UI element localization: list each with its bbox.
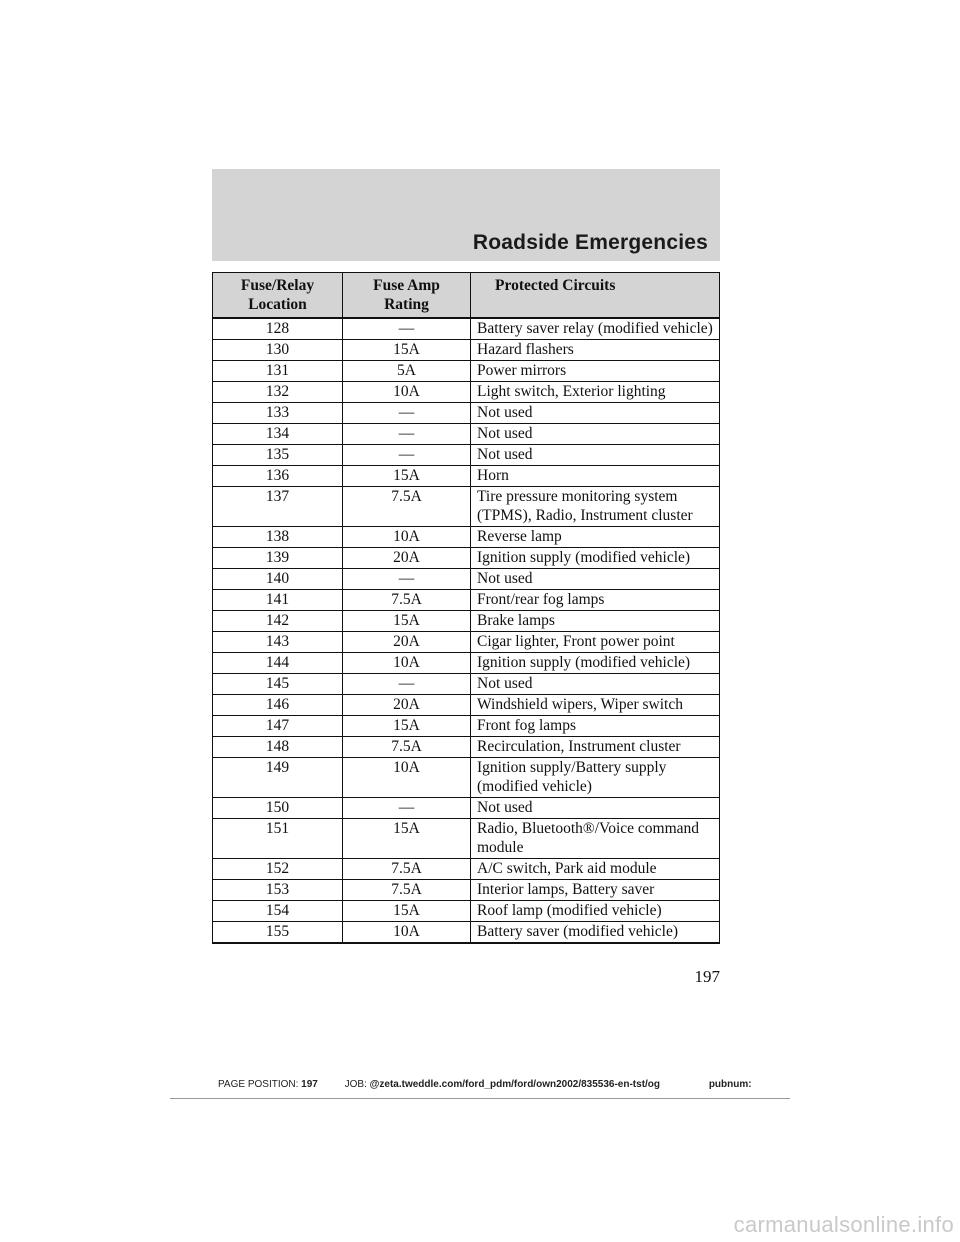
fuse-amp-cell: 10A (343, 653, 471, 674)
fuse-location-cell: 135 (213, 445, 343, 466)
protected-circuits-cell: A/C switch, Park aid module (471, 859, 720, 880)
fuse-amp-cell: — (343, 403, 471, 424)
fuse-location-cell: 144 (213, 653, 343, 674)
fuse-location-cell: 142 (213, 611, 343, 632)
footer-pubnum-label: pubnum: (708, 1079, 752, 1090)
fuse-location-cell: 131 (213, 361, 343, 382)
section-header-band (212, 169, 720, 261)
fuse-location-cell: 150 (213, 798, 343, 819)
fuse-location-cell: 134 (213, 424, 343, 445)
fuse-amp-cell: — (343, 569, 471, 590)
fuse-location-cell: 141 (213, 590, 343, 611)
fuse-amp-cell: 20A (343, 548, 471, 569)
table-row (213, 548, 720, 569)
fuse-location-cell: 148 (213, 737, 343, 758)
watermark: carmanualsonline.info (733, 1212, 954, 1237)
protected-circuits-cell: Not used (471, 569, 720, 590)
footer-page-position-value: 197 (301, 1079, 318, 1090)
fuse-amp-cell: 20A (343, 695, 471, 716)
protected-circuits-cell: Ignition supply/Battery supply (modified vehicle) (471, 758, 720, 798)
table-row (213, 798, 720, 819)
table-row (213, 487, 720, 527)
protected-circuits-cell: Radio, Bluetooth®/Voice command module (471, 819, 720, 859)
table-row (213, 901, 720, 922)
footer-job-label: JOB: (344, 1079, 367, 1090)
fuse-location-cell: 145 (213, 674, 343, 695)
fuse-amp-cell: — (343, 445, 471, 466)
protected-circuits-cell: Front fog lamps (471, 716, 720, 737)
fuse-table (212, 272, 720, 944)
footer-divider (170, 1098, 790, 1099)
fuse-location-cell: 153 (213, 880, 343, 901)
fuse-location-cell: 136 (213, 466, 343, 487)
fuse-location-cell: 149 (213, 758, 343, 798)
fuse-location-cell: 143 (213, 632, 343, 653)
protected-circuits-cell: Not used (471, 445, 720, 466)
fuse-location-cell: 154 (213, 901, 343, 922)
fuse-amp-cell: 10A (343, 382, 471, 403)
fuse-amp-cell: 15A (343, 716, 471, 737)
fuse-location-cell: 155 (213, 922, 343, 944)
protected-circuits-cell: Tire pressure monitoring system (TPMS), Radio, Instrument cluster (471, 487, 720, 527)
table-row (213, 880, 720, 901)
fuse-location-cell: 147 (213, 716, 343, 737)
page-number: 197 (694, 967, 720, 986)
table-row (213, 632, 720, 653)
table-row (213, 611, 720, 632)
fuse-location-cell: 140 (213, 569, 343, 590)
protected-circuits-cell: Roof lamp (modified vehicle) (471, 901, 720, 922)
table-row (213, 569, 720, 590)
table-row (213, 819, 720, 859)
table-row (213, 716, 720, 737)
table-row (213, 737, 720, 758)
table-row (213, 424, 720, 445)
fuse-amp-cell: 5A (343, 361, 471, 382)
protected-circuits-cell: Front/rear fog lamps (471, 590, 720, 611)
section-title: Roadside Emergencies (472, 231, 708, 254)
fuse-amp-cell: 7.5A (343, 590, 471, 611)
fuse-amp-cell: 15A (343, 611, 471, 632)
fuse-location-cell: 152 (213, 859, 343, 880)
table-row (213, 382, 720, 403)
header-protected-circuits: Protected Circuits (471, 273, 720, 319)
fuse-amp-cell: 7.5A (343, 737, 471, 758)
table-row (213, 653, 720, 674)
fuse-location-cell: 133 (213, 403, 343, 424)
table-row (213, 340, 720, 361)
table-row (213, 361, 720, 382)
protected-circuits-cell: Interior lamps, Battery saver (471, 880, 720, 901)
fuse-amp-cell: — (343, 318, 471, 340)
protected-circuits-cell: Reverse lamp (471, 527, 720, 548)
fuse-location-cell: 146 (213, 695, 343, 716)
table-row (213, 318, 720, 340)
fuse-amp-cell: 10A (343, 758, 471, 798)
protected-circuits-cell: Cigar lighter, Front power point (471, 632, 720, 653)
fuse-location-cell: 137 (213, 487, 343, 527)
footer-job-value: @zeta.tweddle.com/ford_pdm/ford/own2002/835536-en-tst/og (369, 1079, 661, 1090)
protected-circuits-cell: Ignition supply (modified vehicle) (471, 548, 720, 569)
fuse-table-body (213, 318, 720, 943)
fuse-amp-cell: 7.5A (343, 487, 471, 527)
protected-circuits-cell: Brake lamps (471, 611, 720, 632)
protected-circuits-cell: Not used (471, 424, 720, 445)
protected-circuits-cell: Ignition supply (modified vehicle) (471, 653, 720, 674)
protected-circuits-cell: Recirculation, Instrument cluster (471, 737, 720, 758)
protected-circuits-cell: Not used (471, 798, 720, 819)
table-header-row (213, 273, 720, 319)
protected-circuits-cell: Windshield wipers, Wiper switch (471, 695, 720, 716)
table-row (213, 403, 720, 424)
fuse-location-cell: 132 (213, 382, 343, 403)
table-row (213, 859, 720, 880)
protected-circuits-cell: Hazard flashers (471, 340, 720, 361)
fuse-location-cell: 138 (213, 527, 343, 548)
fuse-amp-cell: — (343, 674, 471, 695)
table-row (213, 695, 720, 716)
fuse-amp-cell: 10A (343, 922, 471, 944)
table-row (213, 674, 720, 695)
table-row (213, 922, 720, 944)
fuse-amp-cell: 15A (343, 819, 471, 859)
protected-circuits-cell: Horn (471, 466, 720, 487)
fuse-amp-cell: — (343, 424, 471, 445)
fuse-amp-cell: 10A (343, 527, 471, 548)
protected-circuits-cell: Not used (471, 403, 720, 424)
fuse-location-cell: 139 (213, 548, 343, 569)
protected-circuits-cell: Light switch, Exterior lighting (471, 382, 720, 403)
fuse-amp-cell: 7.5A (343, 880, 471, 901)
fuse-location-cell: 151 (213, 819, 343, 859)
footer-page-position-label: PAGE POSITION: (218, 1079, 299, 1090)
header-amp-rating: Fuse Amp Rating (343, 273, 471, 319)
protected-circuits-cell: Not used (471, 674, 720, 695)
table-row (213, 466, 720, 487)
table-row (213, 445, 720, 466)
fuse-location-cell: 128 (213, 318, 343, 340)
fuse-location-cell: 130 (213, 340, 343, 361)
fuse-amp-cell: 15A (343, 901, 471, 922)
fuse-amp-cell: 20A (343, 632, 471, 653)
fuse-amp-cell: 7.5A (343, 859, 471, 880)
fuse-amp-cell: — (343, 798, 471, 819)
print-footer (218, 1079, 752, 1090)
table-row (213, 758, 720, 798)
protected-circuits-cell: Power mirrors (471, 361, 720, 382)
fuse-amp-cell: 15A (343, 466, 471, 487)
fuse-amp-cell: 15A (343, 340, 471, 361)
header-location: Fuse/Relay Location (213, 273, 343, 319)
protected-circuits-cell: Battery saver (modified vehicle) (471, 922, 720, 944)
table-row (213, 527, 720, 548)
table-row (213, 590, 720, 611)
protected-circuits-cell: Battery saver relay (modified vehicle) (471, 318, 720, 340)
